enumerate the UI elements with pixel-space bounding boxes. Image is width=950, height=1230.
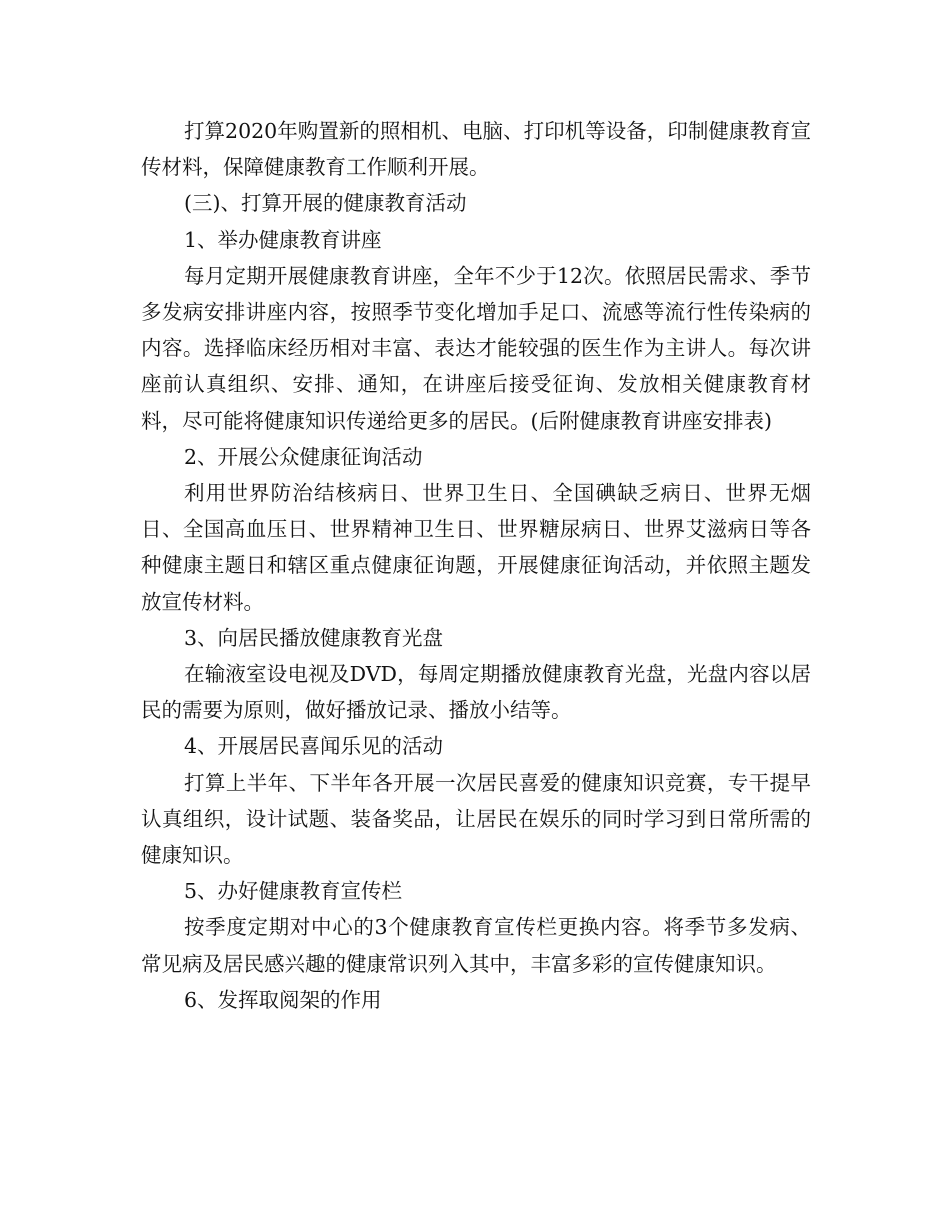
paragraph-video-discs: 在输液室设电视及DVD，每周定期播放健康教育光盘，光盘内容以居民的需要为原则，做好播放记录、播放小结等。 [141,662,811,723]
paragraph-lectures: 每月定期开展健康教育讲座，全年不少于12次。依照居民需求、季节多发病安排讲座内容，按照季节变化增加手足口、流感等流行性传染病的内容。选择临床经历相对丰富、表达才能较强的医生作为主讲人。每次讲座前认真组织、安排、通知，在讲座后接受征询、发放相关健康教育材料，尽可能将健康知识传递给更多的居民。(后附健康教育讲座安排表) [141,263,811,433]
paragraph-bulletin-board: 按季度定期对中心的3个健康教育宣传栏更换内容。将季节多发病、常见病及居民感兴趣的健康常识列入其中，丰富多彩的宣传健康知识。 [141,915,811,976]
item-heading-lectures: 1、举办健康教育讲座 [184,227,382,252]
item-heading-popular-activities: 4、开展居民喜闻乐见的活动 [184,734,444,759]
item-heading-bulletin-board: 5、办好健康教育宣传栏 [184,879,403,904]
paragraph-consultation: 利用世界防治结核病日、世界卫生日、全国碘缺乏病日、世界无烟日、全国高血压日、世界精神卫生日、世界糖尿病日、世界艾滋病日等各种健康主题日和辖区重点健康征询题，开展健康征询活动，并依照主题发放宣传材料。 [141,481,811,614]
item-heading-reading-rack: 6、发挥取阅架的作用 [184,987,382,1012]
paragraph-equipment-plan: 打算2020年购置新的照相机、电脑、打印机等设备，印制健康教育宣传材料，保障健康教育工作顺利开展。 [141,119,811,180]
item-heading-video-discs: 3、向居民播放健康教育光盘 [184,625,444,650]
section-heading-activities: (三)、打算开展的健康教育活动 [184,191,467,216]
item-heading-consultation: 2、开展公众健康征询活动 [184,444,423,469]
paragraph-popular-activities: 打算上半年、下半年各开展一次居民喜爱的健康知识竞赛，专干提早认真组织，设计试题、装备奖品，让居民在娱乐的同时学习到日常所需的健康知识。 [141,770,811,868]
document-body [141,113,811,1018]
